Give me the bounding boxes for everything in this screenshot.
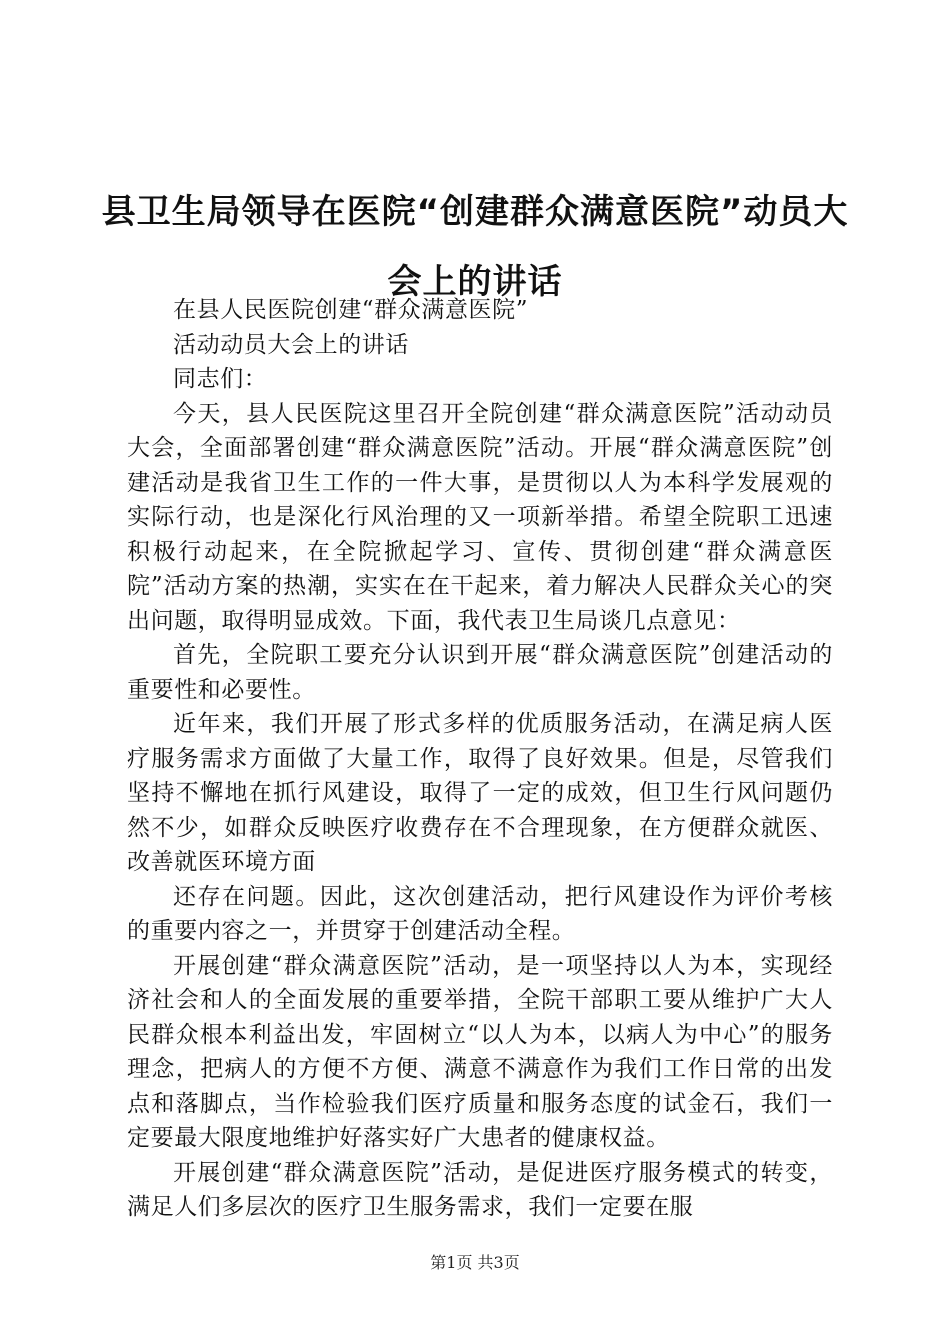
paragraph: 今天，县人民医院这里召开全院创建“群众满意医院”活动动员大会，全面部署创建“群众满意医院”活动。开展“群众满意医院”创建活动是我省卫生工作的一件大事，是贯彻以人为本科学发展观的实际行动，也是深化行风治理的又一项新举措。希望全院职工迅速积极行动起来，在全院掀起学习、宣传、贯彻创建“群众满意医院”活动方案的热潮，实实在在干起来，着力解决人民群众关心的突出问题，取得明显成效。下面，我代表卫生局谈几点意见： xyxy=(127,400,833,634)
document-title: 县卫生局领导在医院“创建群众满意医院”动员大会上的讲话 xyxy=(101,192,849,302)
paragraph: 在县人民医院创建“群众满意医院” xyxy=(173,297,529,323)
paragraph: 开展创建“群众满意医院”活动，是一项坚持以人为本，实现经济社会和人的全面发展的重要举措，全院干部职工要从维护广大人民群众根本利益出发，牢固树立“以人为本，以病人为中心”的服务理念，把病人的方便不方便、满意不满意作为我们工作日常的出发点和落脚点，当作检验我们医疗质量和服务态度的试金石，我们一定要最大限度地维护好落实好广大患者的健康权益。 xyxy=(127,952,833,1151)
paragraph: 近年来，我们开展了形式多样的优质服务活动，在满足病人医疗服务需求方面做了大量工作，取得了良好效果。但是，尽管我们坚持不懈地在抓行风建设，取得了一定的成效，但卫生行风问题仍然不少，如群众反映医疗收费存在不合理现象，在方便群众就医、改善就医环境方面 xyxy=(127,711,833,875)
paragraph: 同志们： xyxy=(173,366,268,392)
paragraph: 还存在问题。因此，这次创建活动，把行风建设作为评价考核的重要内容之一，并贯穿于创建活动全程。 xyxy=(127,883,833,944)
paragraph: 开展创建“群众满意医院”活动，是促进医疗服务模式的转变，满足人们多层次的医疗卫生服务需求，我们一定要在服 xyxy=(127,1159,833,1220)
page-footer: 第1页 共3页 xyxy=(430,1253,520,1272)
paragraph: 活动动员大会上的讲话 xyxy=(173,331,409,358)
document-body xyxy=(127,293,833,1225)
paragraph: 首先，全院职工要充分认识到开展“群众满意医院”创建活动的重要性和必要性。 xyxy=(127,642,833,703)
